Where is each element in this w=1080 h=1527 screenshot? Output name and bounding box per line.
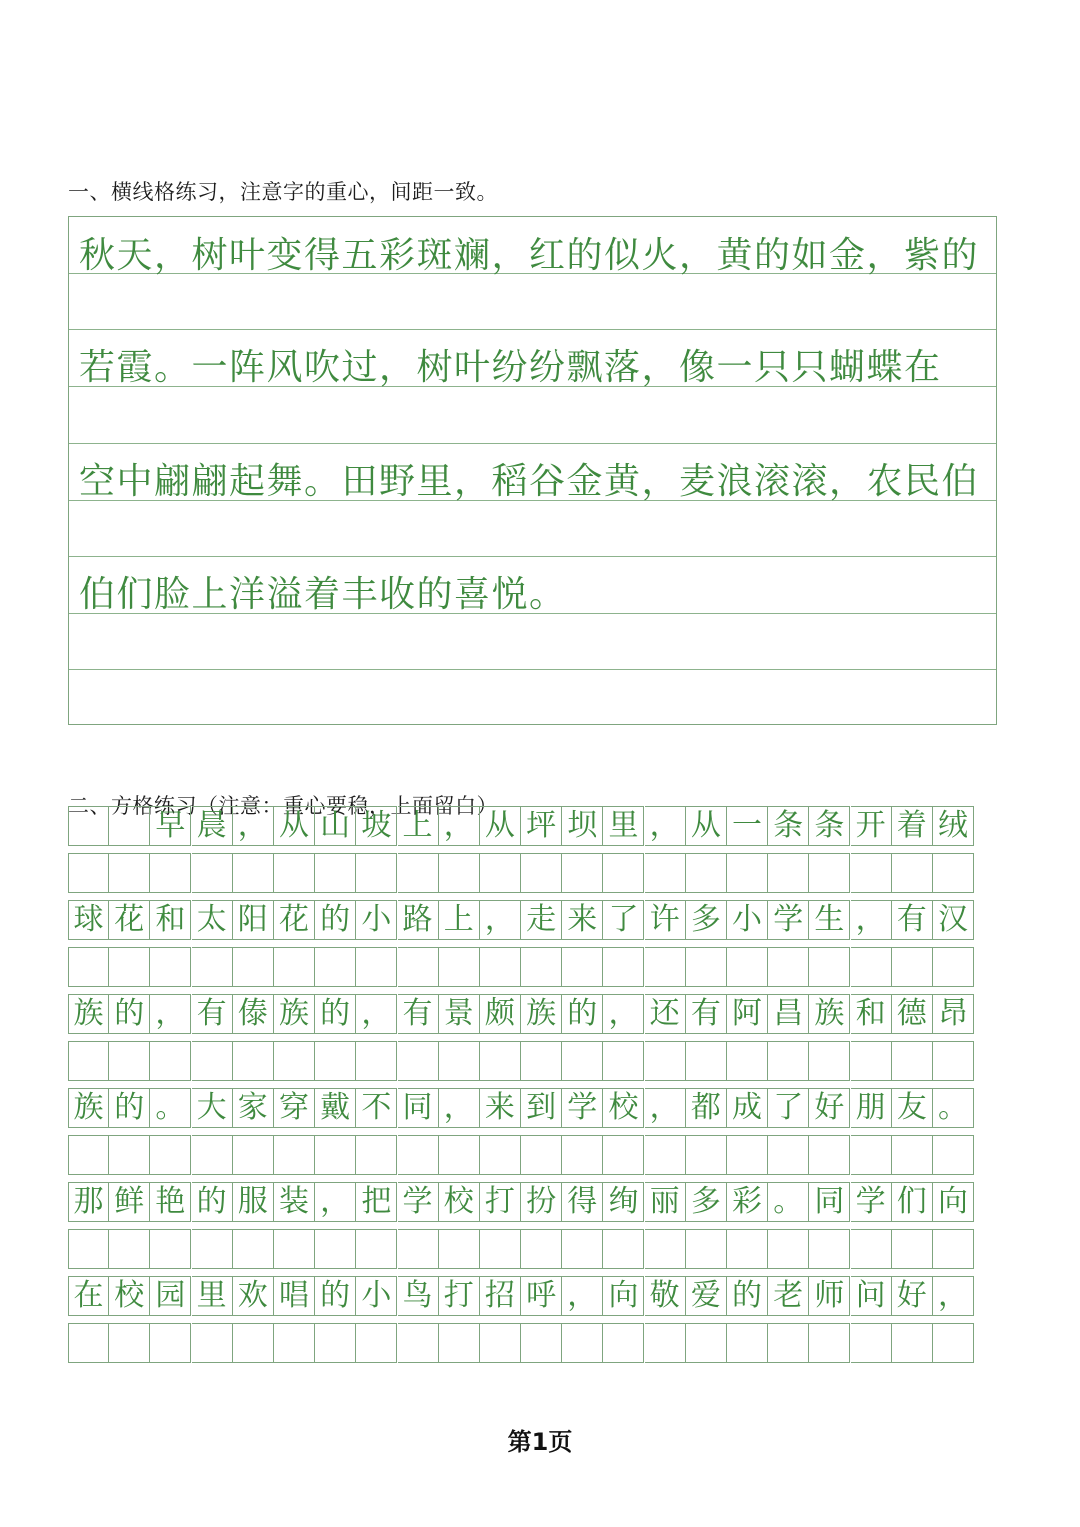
grid-cell: ，: [562, 1276, 603, 1316]
grid-cell: 家: [233, 1088, 274, 1128]
grid-cell-empty[interactable]: [521, 1229, 562, 1269]
grid-cell-empty[interactable]: [356, 853, 397, 893]
grid-row-written: [68, 1276, 997, 1316]
grid-cell-empty[interactable]: [356, 1041, 397, 1081]
grid-cell: 友: [892, 1088, 933, 1128]
grid-cell-empty[interactable]: [603, 947, 644, 987]
grid-cell: 欢: [233, 1276, 274, 1316]
grid-cell: 招: [480, 1276, 521, 1316]
grid-cell-empty[interactable]: [356, 947, 397, 987]
grid-cell: 鲜: [109, 1182, 150, 1222]
grid-cell-empty[interactable]: [892, 1135, 933, 1175]
grid-cell: 从: [686, 806, 727, 846]
grid-cell-empty[interactable]: [192, 1135, 233, 1175]
grid-cell-empty[interactable]: [192, 1229, 233, 1269]
grid-cell: 绚: [603, 1182, 644, 1222]
grid-cell-empty[interactable]: [809, 853, 850, 893]
page-number: 第1页: [507, 1428, 573, 1456]
grid-cell: 不: [356, 1088, 397, 1128]
grid-cell: 打: [439, 1276, 480, 1316]
grid-cell: 走: [521, 900, 562, 940]
grid-cell: 鸟: [398, 1276, 439, 1316]
grid-cell-empty[interactable]: [274, 1229, 315, 1269]
grid-cell-empty[interactable]: [562, 1135, 603, 1175]
grid-cell-empty[interactable]: [68, 1323, 109, 1363]
grid-cell-empty[interactable]: [192, 853, 233, 893]
grid-cell-empty[interactable]: [398, 1229, 439, 1269]
grid-cell: 好: [892, 1276, 933, 1316]
grid-cell: 阳: [233, 900, 274, 940]
grid-cell: 和: [150, 900, 191, 940]
grid-cell-empty[interactable]: [315, 1135, 356, 1175]
grid-cell-empty[interactable]: [727, 1323, 768, 1363]
grid-cell-empty[interactable]: [356, 1229, 397, 1269]
grid-cell: 丽: [645, 1182, 686, 1222]
grid-cell: 的: [192, 1182, 233, 1222]
grid-cell: 族: [521, 994, 562, 1034]
grid-cell: 校: [439, 1182, 480, 1222]
grid-cell: 都: [686, 1088, 727, 1128]
grid-cell: 的: [562, 994, 603, 1034]
grid-cell-empty[interactable]: [809, 1229, 850, 1269]
grid-cell: 小: [356, 900, 397, 940]
grid-cell-empty[interactable]: [192, 1323, 233, 1363]
grid-cell-empty[interactable]: [768, 853, 809, 893]
grid-cell: 装: [274, 1182, 315, 1222]
grid-cell-empty[interactable]: [686, 1041, 727, 1081]
grid-cell-empty[interactable]: [809, 1323, 850, 1363]
grid-cell: 景: [439, 994, 480, 1034]
rule-line: [69, 329, 996, 330]
grid-cell: 扮: [521, 1182, 562, 1222]
grid-cell-empty[interactable]: [150, 947, 191, 987]
grid-cell: 坝: [562, 806, 603, 846]
grid-cell: 族: [68, 994, 109, 1034]
grid-cell: 大: [192, 1088, 233, 1128]
grid-cell: 的: [315, 1276, 356, 1316]
grid-cell-empty[interactable]: [480, 1041, 521, 1081]
grid-cell-empty[interactable]: [768, 1041, 809, 1081]
grid-cell: 许: [645, 900, 686, 940]
grid-cell-empty[interactable]: [686, 1135, 727, 1175]
grid-cell-empty[interactable]: [150, 1041, 191, 1081]
handwritten-line-2: 若霞。一阵风吹过，树叶纷纷飘落，像一只只蝴蝶在: [79, 347, 942, 388]
grid-cell: ，: [439, 1088, 480, 1128]
grid-cell-empty[interactable]: [892, 853, 933, 893]
grid-cell: 的: [315, 994, 356, 1034]
grid-cell: 昂: [933, 994, 974, 1034]
section1-heading: 一、横线格练习，注意字的重心，间距一致。: [68, 180, 498, 204]
grid-cell-empty[interactable]: [851, 947, 892, 987]
grid-cell-empty[interactable]: [109, 1135, 150, 1175]
grid-cell-empty[interactable]: [274, 1041, 315, 1081]
grid-cell-empty[interactable]: [768, 1323, 809, 1363]
grid-row-written: [68, 1088, 997, 1128]
grid-cell: 有: [686, 994, 727, 1034]
grid-cell-empty[interactable]: [603, 1229, 644, 1269]
grid-cell-empty[interactable]: [851, 1323, 892, 1363]
grid-cell: 条: [809, 806, 850, 846]
grid-cell: 绒: [933, 806, 974, 846]
grid-cell: 同: [809, 1182, 850, 1222]
grid-cell: 的: [315, 900, 356, 940]
grid-cell-empty[interactable]: [645, 1135, 686, 1175]
grid-cell: 上: [398, 806, 439, 846]
grid-cell: 了: [768, 1088, 809, 1128]
grid-cell-empty[interactable]: [768, 947, 809, 987]
grid-cell-empty[interactable]: [768, 1135, 809, 1175]
grid-cell: 球: [68, 900, 109, 940]
grid-cell: 穿: [274, 1088, 315, 1128]
grid-cell: 。: [768, 1182, 809, 1222]
grid-cell: 颇: [480, 994, 521, 1034]
grid-cell: 的: [109, 1088, 150, 1128]
grid-cell-empty[interactable]: [727, 1041, 768, 1081]
grid-cell-empty[interactable]: [727, 1229, 768, 1269]
grid-cell-empty[interactable]: [192, 1041, 233, 1081]
grid-cell-empty[interactable]: [233, 853, 274, 893]
grid-cell: 从: [480, 806, 521, 846]
grid-cell-empty[interactable]: [398, 1135, 439, 1175]
grid-cell: 开: [851, 806, 892, 846]
grid-cell: 有: [892, 900, 933, 940]
grid-cell-empty[interactable]: [480, 1135, 521, 1175]
grid-cell-empty[interactable]: [150, 1135, 191, 1175]
grid-cell: ，: [150, 994, 191, 1034]
grid-cell-empty[interactable]: [480, 1229, 521, 1269]
grid-cell: 汉: [933, 900, 974, 940]
grid-cell: 小: [356, 1276, 397, 1316]
grid-cell: 好: [809, 1088, 850, 1128]
grid-cell-empty[interactable]: [603, 1323, 644, 1363]
grid-cell: 戴: [315, 1088, 356, 1128]
grid-cell-empty[interactable]: [315, 947, 356, 987]
grid-cell-empty[interactable]: [521, 853, 562, 893]
grid-cell-empty[interactable]: [274, 1135, 315, 1175]
grid-cell-empty[interactable]: [439, 1229, 480, 1269]
grid-cell: 里: [192, 1276, 233, 1316]
grid-cell: 向: [933, 1182, 974, 1222]
grid-cell-empty[interactable]: [603, 853, 644, 893]
grid-cell: 还: [645, 994, 686, 1034]
grid-cell: 多: [686, 1182, 727, 1222]
grid-cell: [68, 806, 109, 846]
grid-cell-empty[interactable]: [233, 1323, 274, 1363]
grid-cell: ，: [315, 1182, 356, 1222]
grid-cell-empty[interactable]: [439, 947, 480, 987]
grid-cell: 学: [398, 1182, 439, 1222]
grid-cell-empty[interactable]: [851, 1135, 892, 1175]
grid-cell-empty[interactable]: [727, 853, 768, 893]
grid-cell-empty[interactable]: [68, 947, 109, 987]
grid-cell: 傣: [233, 994, 274, 1034]
grid-cell: 向: [603, 1276, 644, 1316]
grid-cell-empty[interactable]: [233, 947, 274, 987]
grid-cell: 的: [727, 1276, 768, 1316]
grid-cell: 来: [562, 900, 603, 940]
grid-cell: ，: [645, 1088, 686, 1128]
grid-cell-empty[interactable]: [315, 853, 356, 893]
rule-line: [69, 443, 996, 444]
grid-cell-empty[interactable]: [398, 1041, 439, 1081]
grid-cell: ，: [480, 900, 521, 940]
grid-cell: ，: [645, 806, 686, 846]
grid-cell-empty[interactable]: [521, 1323, 562, 1363]
grid-cell: 老: [768, 1276, 809, 1316]
grid-cell: 有: [192, 994, 233, 1034]
handwritten-line-4: 伯们脸上洋溢着丰收的喜悦。: [79, 574, 567, 615]
grid-cell: 学: [562, 1088, 603, 1128]
grid-cell-empty[interactable]: [768, 1229, 809, 1269]
grid-cell: 从: [274, 806, 315, 846]
grid-cell-empty[interactable]: [68, 1135, 109, 1175]
grid-cell: 学: [851, 1182, 892, 1222]
grid-cell: 生: [809, 900, 850, 940]
grid-cell: 山: [315, 806, 356, 846]
grid-cell-empty[interactable]: [645, 853, 686, 893]
grid-cell: 服: [233, 1182, 274, 1222]
grid-cell: 族: [68, 1088, 109, 1128]
grid-row-written: [68, 994, 997, 1034]
grid-cell-empty[interactable]: [809, 947, 850, 987]
grid-cell: 。: [150, 1088, 191, 1128]
grid-cell: ，: [851, 900, 892, 940]
grid-cell: 唱: [274, 1276, 315, 1316]
grid-cell-empty[interactable]: [809, 1041, 850, 1081]
grid-cell: 路: [398, 900, 439, 940]
grid-cell: 花: [274, 900, 315, 940]
grid-cell: 。: [933, 1088, 974, 1128]
grid-cell-empty[interactable]: [851, 1041, 892, 1081]
grid-cell: 多: [686, 900, 727, 940]
grid-cell: 阿: [727, 994, 768, 1034]
grid-cell-empty[interactable]: [603, 1041, 644, 1081]
grid-cell: 得: [562, 1182, 603, 1222]
grid-cell: 呼: [521, 1276, 562, 1316]
grid-cell-empty[interactable]: [851, 1229, 892, 1269]
grid-cell: 小: [727, 900, 768, 940]
grid-cell-empty[interactable]: [233, 1135, 274, 1175]
grid-cell: 条: [768, 806, 809, 846]
grid-cell-empty[interactable]: [315, 1323, 356, 1363]
grid-cell-empty[interactable]: [933, 853, 974, 893]
grid-cell: ，: [603, 994, 644, 1034]
grid-cell: 着: [892, 806, 933, 846]
grid-cell: 敬: [645, 1276, 686, 1316]
grid-cell: 园: [150, 1276, 191, 1316]
grid-cell: 打: [480, 1182, 521, 1222]
grid-cell-empty[interactable]: [892, 1041, 933, 1081]
grid-cell-empty[interactable]: [727, 1135, 768, 1175]
grid-row-blank: [68, 1041, 997, 1081]
grid-cell-empty[interactable]: [109, 947, 150, 987]
rule-line: [69, 669, 996, 670]
grid-cell-empty[interactable]: [439, 853, 480, 893]
grid-cell-empty[interactable]: [274, 1323, 315, 1363]
grid-cell-empty[interactable]: [933, 1229, 974, 1269]
grid-cell: ，: [233, 806, 274, 846]
grid-cell-empty[interactable]: [109, 1323, 150, 1363]
grid-cell-empty[interactable]: [274, 947, 315, 987]
grid-cell: [109, 806, 150, 846]
grid-cell-empty[interactable]: [933, 1041, 974, 1081]
grid-cell-empty[interactable]: [851, 853, 892, 893]
grid-cell: 把: [356, 1182, 397, 1222]
grid-cell-empty[interactable]: [150, 853, 191, 893]
grid-cell: 有: [398, 994, 439, 1034]
grid-cell: 里: [603, 806, 644, 846]
grid-cell-empty[interactable]: [439, 1041, 480, 1081]
grid-cell: 同: [398, 1088, 439, 1128]
grid-cell: 和: [851, 994, 892, 1034]
grid-cell: ，: [933, 1276, 974, 1316]
grid-cell-empty[interactable]: [603, 1135, 644, 1175]
grid-cell-empty[interactable]: [150, 1229, 191, 1269]
grid-cell: 校: [109, 1276, 150, 1316]
grid-cell-empty[interactable]: [521, 1135, 562, 1175]
grid-cell: 晨: [192, 806, 233, 846]
grid-cell: 上: [439, 900, 480, 940]
grid-cell-empty[interactable]: [645, 1323, 686, 1363]
grid-cell-empty[interactable]: [68, 853, 109, 893]
grid-cell: 艳: [150, 1182, 191, 1222]
grid-cell-empty[interactable]: [439, 1323, 480, 1363]
section2-heading: 二、方格练习（注意：重心要稳，上面留白）: [68, 794, 498, 818]
grid-cell-empty[interactable]: [274, 853, 315, 893]
grid-cell-empty[interactable]: [562, 853, 603, 893]
grid-cell-empty[interactable]: [933, 1135, 974, 1175]
grid-cell: 族: [274, 994, 315, 1034]
grid-row-blank: [68, 947, 997, 987]
grid-cell-empty[interactable]: [645, 947, 686, 987]
grid-cell-empty[interactable]: [809, 1135, 850, 1175]
grid-cell-empty[interactable]: [439, 1135, 480, 1175]
grid-row-blank: [68, 853, 997, 893]
grid-cell-empty[interactable]: [686, 1323, 727, 1363]
grid-cell: 在: [68, 1276, 109, 1316]
grid-cell-empty[interactable]: [892, 1323, 933, 1363]
grid-cell: ，: [356, 994, 397, 1034]
grid-cell-empty[interactable]: [933, 947, 974, 987]
grid-cell-empty[interactable]: [892, 947, 933, 987]
grid-cell-empty[interactable]: [192, 947, 233, 987]
grid-cell-empty[interactable]: [892, 1229, 933, 1269]
grid-cell: 花: [109, 900, 150, 940]
grid-cell-empty[interactable]: [109, 853, 150, 893]
grid-cell: 校: [603, 1088, 644, 1128]
grid-cell-empty[interactable]: [521, 1041, 562, 1081]
grid-cell: 了: [603, 900, 644, 940]
grid-cell-empty[interactable]: [933, 1323, 974, 1363]
grid-cell-empty[interactable]: [315, 1041, 356, 1081]
grid-cell-empty[interactable]: [150, 1323, 191, 1363]
grid-cell-empty[interactable]: [233, 1229, 274, 1269]
grid-cell-empty[interactable]: [109, 1041, 150, 1081]
grid-cell-empty[interactable]: [398, 947, 439, 987]
handwritten-line-1: 秋天，树叶变得五彩斑斓，红的似火，黄的如金，紫的: [79, 235, 980, 276]
handwritten-line-3: 空中翩翩起舞。田野里，稻谷金黄，麦浪滚滚，农民伯: [79, 461, 980, 502]
grid-cell: 朋: [851, 1088, 892, 1128]
grid-cell-empty[interactable]: [686, 947, 727, 987]
grid-cell-empty[interactable]: [356, 1135, 397, 1175]
grid-cell: 一: [727, 806, 768, 846]
grid-cell: 坡: [356, 806, 397, 846]
grid-cell-empty[interactable]: [686, 1229, 727, 1269]
grid-cell-empty[interactable]: [480, 947, 521, 987]
grid-cell-empty[interactable]: [727, 947, 768, 987]
grid-cell-empty[interactable]: [68, 1041, 109, 1081]
grid-cell: 的: [109, 994, 150, 1034]
grid-cell-empty[interactable]: [356, 1323, 397, 1363]
grid-cell: 问: [851, 1276, 892, 1316]
grid-cell: 昌: [768, 994, 809, 1034]
grid-row-blank: [68, 1135, 997, 1175]
grid-cell-empty[interactable]: [521, 947, 562, 987]
grid-cell: 来: [480, 1088, 521, 1128]
grid-cell-empty[interactable]: [315, 1229, 356, 1269]
grid-cell: 德: [892, 994, 933, 1034]
grid-cell-empty[interactable]: [645, 1041, 686, 1081]
grid-cell: 太: [192, 900, 233, 940]
grid-cell-empty[interactable]: [398, 1323, 439, 1363]
grid-cell: 坪: [521, 806, 562, 846]
grid-row-blank: [68, 1229, 997, 1269]
grid-cell: 师: [809, 1276, 850, 1316]
grid-cell-empty[interactable]: [109, 1229, 150, 1269]
grid-cell: 族: [809, 994, 850, 1034]
grid-row-written: [68, 806, 997, 846]
grid-cell: 那: [68, 1182, 109, 1222]
grid-cell: ，: [439, 806, 480, 846]
grid-cell: 彩: [727, 1182, 768, 1222]
grid-cell-empty[interactable]: [233, 1041, 274, 1081]
grid-row-written: [68, 1182, 997, 1222]
grid-cell: 成: [727, 1088, 768, 1128]
grid-cell-empty[interactable]: [562, 947, 603, 987]
grid-cell-empty[interactable]: [645, 1229, 686, 1269]
grid-cell-empty[interactable]: [562, 1041, 603, 1081]
grid-cell-empty[interactable]: [480, 1323, 521, 1363]
grid-cell: 爱: [686, 1276, 727, 1316]
grid-cell: 到: [521, 1088, 562, 1128]
lined-practice-box: [68, 216, 997, 725]
grid-cell: 们: [892, 1182, 933, 1222]
grid-cell: 学: [768, 900, 809, 940]
grid-cell-empty[interactable]: [562, 1229, 603, 1269]
rule-line: [69, 556, 996, 557]
grid-cell-empty[interactable]: [68, 1229, 109, 1269]
grid-cell-empty[interactable]: [686, 853, 727, 893]
grid-cell: 早: [150, 806, 191, 846]
grid-row-blank: [68, 1323, 997, 1363]
grid-row-written: [68, 900, 997, 940]
grid-cell-empty[interactable]: [480, 853, 521, 893]
grid-cell-empty[interactable]: [562, 1323, 603, 1363]
grid-cell-empty[interactable]: [398, 853, 439, 893]
